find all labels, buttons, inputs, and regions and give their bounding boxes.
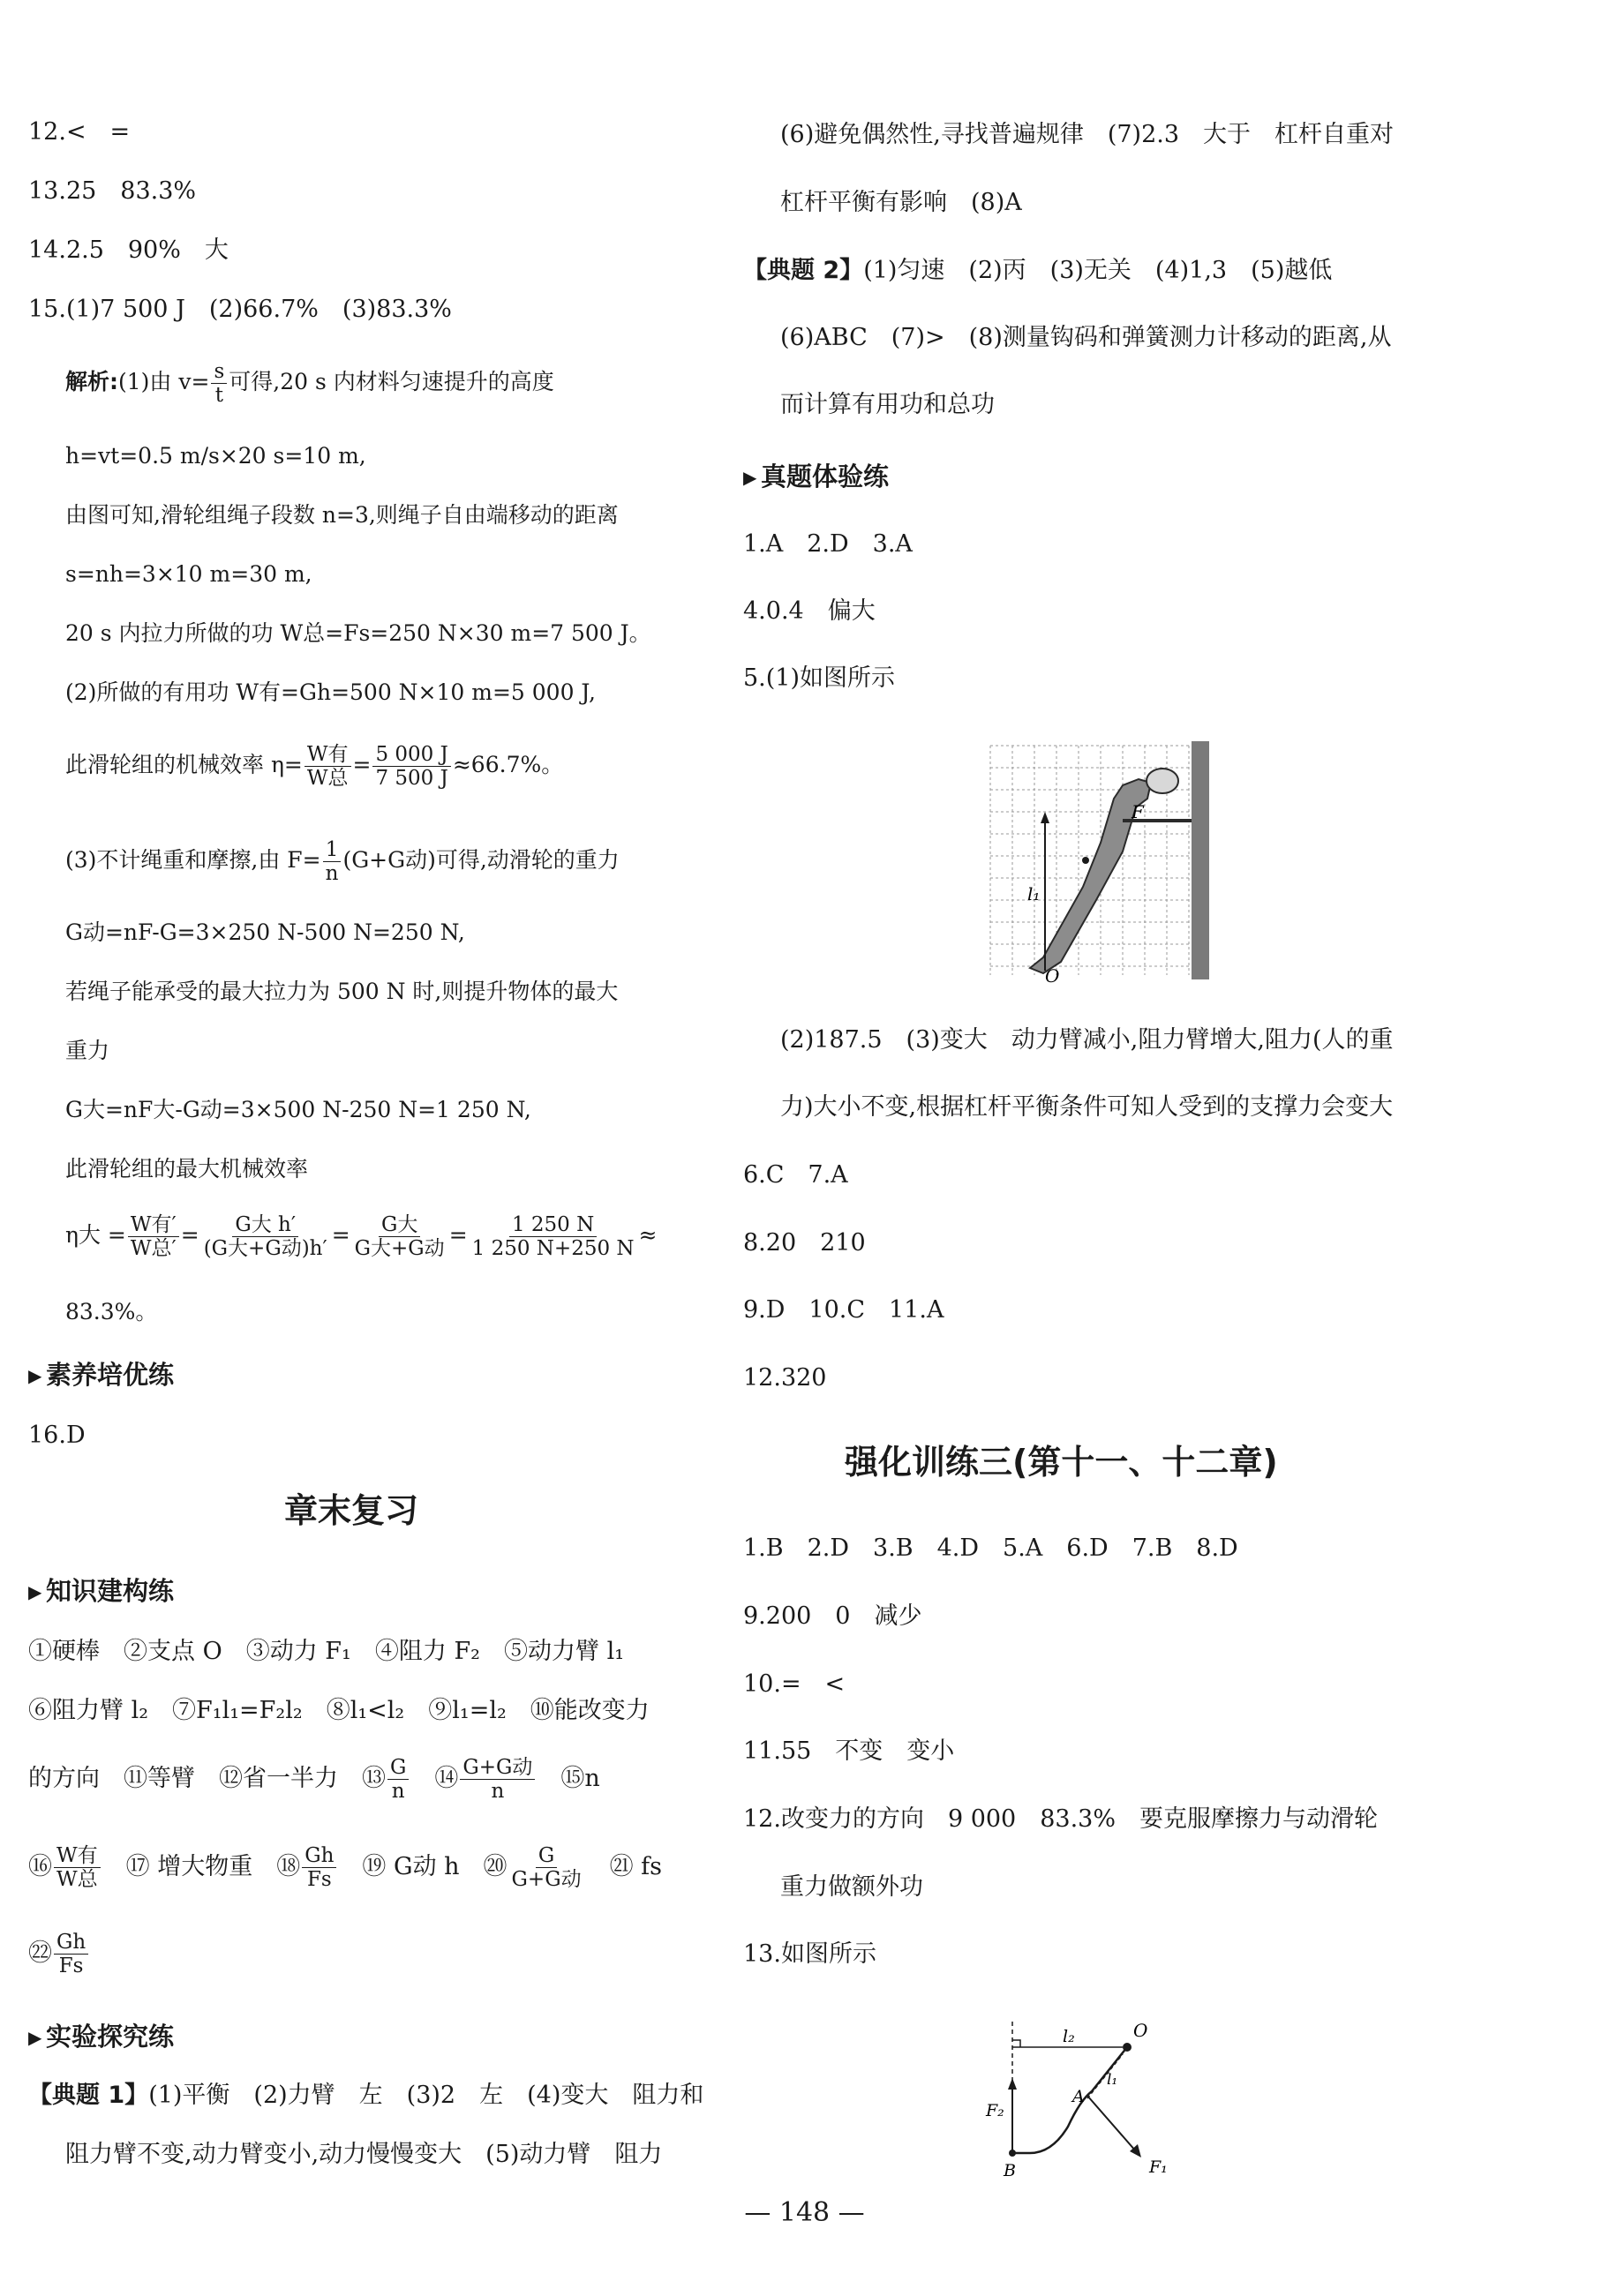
triangle-icon: ▶ xyxy=(28,1365,42,1386)
f2-label: F₂ xyxy=(986,2101,1004,2120)
l1-label: l₁ xyxy=(1027,883,1041,904)
answer-line: 9.200 0 减少 xyxy=(743,1602,922,1630)
lever xyxy=(1012,2047,1127,2153)
triangle-icon: ▶ xyxy=(743,467,757,488)
fraction: $\frac{Gh}{Fs}$ xyxy=(302,1844,336,1891)
answer-line: 5.(1)如图所示 xyxy=(743,664,896,692)
answer-line: 力)大小不变,根据杠杆平衡条件可知人受到的支撑力会变大 xyxy=(780,1093,1394,1121)
f1-arrow xyxy=(1087,2096,1136,2151)
fraction: $\frac{G}{\text{G+G动}}$ xyxy=(511,1844,582,1891)
fraction: $\frac{\text{G大 h′}}{\text{(G大+G动)h′}}$ xyxy=(203,1213,327,1260)
answer-line: 13.25 83.3% xyxy=(28,177,197,205)
answer-line: 12.320 xyxy=(743,1364,827,1392)
answer-line: 9.D 10.C 11.A xyxy=(743,1296,944,1324)
analysis-label: 解析: xyxy=(65,369,118,394)
a-label: A xyxy=(1072,2087,1085,2106)
answer-line: 12.< = xyxy=(28,118,131,146)
experiment-line: 而计算有用功和总功 xyxy=(780,391,995,418)
section-heading: ▶ 实验探究练 xyxy=(28,2022,175,2052)
answer-line: 4.0.4 偏大 xyxy=(743,597,876,625)
answer-line: (2)187.5 (3)变大 动力臂减小,阻力臂增大,阻力(人的重 xyxy=(780,1026,1394,1054)
fraction: $\frac{\text{W有′}}{\text{W总′}}$ xyxy=(128,1213,179,1260)
answer-line: 1.A 2.D 3.A xyxy=(743,530,913,558)
pivot-o xyxy=(1123,2043,1132,2052)
answer-line: 12.改变力的方向 9 000 83.3% 要克服摩擦力与动滑轮 xyxy=(743,1805,1379,1833)
l2-label: l₂ xyxy=(1063,2027,1075,2046)
fraction: $\frac{1}{n}$ xyxy=(323,838,342,885)
triangle-icon: ▶ xyxy=(28,1581,42,1602)
fraction: $\frac{\text{G大}}{\text{G大+G动}}$ xyxy=(354,1213,445,1260)
fraction: $\frac{\text{W有}}{\text{W总}}$ xyxy=(305,743,351,790)
answer-line: 14.2.5 90% 大 xyxy=(28,236,229,264)
section-heading: ▶ 知识建构练 xyxy=(28,1576,175,1606)
section-heading: ▶ 素养培优练 xyxy=(28,1360,175,1390)
fraction: $\frac{s}{t}$ xyxy=(211,360,227,407)
experiment-line: (6)ABC (7)> (8)测量钩码和弹簧测力计移动的距离,从 xyxy=(780,324,1392,351)
triangle-icon: ▶ xyxy=(28,2027,42,2048)
experiment-line: 阻力臂不变,动力臂变小,动力慢慢变大 (5)动力臂 阻力 xyxy=(65,2141,663,2168)
answer-line: 16.D xyxy=(28,1422,86,1449)
fraction: $\frac{5 000 J}{7 500 J}$ xyxy=(372,743,450,790)
lever-force-figure xyxy=(981,2003,1211,2180)
experiment-line: (6)避免偶然性,寻找普遍规律 (7)2.3 大于 杠杆自重对 xyxy=(780,121,1395,148)
answer-line: 8.20 210 xyxy=(743,1229,866,1257)
fraction: $\frac{\text{W有}}{\text{W总}}$ xyxy=(54,1844,101,1891)
answer-line: 13.如图所示 xyxy=(743,1940,876,1968)
page-number: — 148 — xyxy=(744,2197,865,2228)
o-label: O xyxy=(1045,965,1060,984)
analysis-line: η大 = $\frac{\text{W有′}}{\text{W总′}}$ = $\frac{\text{G大 h′}}{\text{(G大+G动)h′}}$ = $\frac{\text{G大}}{\text{G大+G动}}$ = $\frac{1 250 N}{1 250 N+250 N}$ ≈ xyxy=(65,1213,658,1260)
analysis-line: (3)不计绳重和摩擦,由 F= $\frac{1}{n}$ (G+G动)可得,动滑轮的重力 xyxy=(65,838,620,885)
section-heading: ▶ 真题体验练 xyxy=(743,461,890,491)
fraction: $\frac{\text{G+G动}}{n}$ xyxy=(460,1756,535,1803)
analysis-line: G动=nF-G=3×250 N-500 N=250 N, xyxy=(65,919,465,945)
analysis-line: 重力 xyxy=(65,1038,110,1063)
chapter-title: 强化训练三(第十一、十二章) xyxy=(845,1443,1278,1482)
experiment-line: 【典题 1】(1)平衡 (2)力臂 左 (3)2 左 (4)变大 阻力和 xyxy=(28,2082,704,2109)
b-label: B xyxy=(1004,2161,1016,2180)
f-label: F xyxy=(1132,801,1144,822)
fraction: $\frac{Gh}{Fs}$ xyxy=(54,1931,88,1977)
o-label: O xyxy=(1133,2020,1148,2041)
knowledge-line: ⑥阻力臂 l₂ ⑦F₁l₁=F₂l₂ ⑧l₁<l₂ ⑨l₁=l₂ ⑩能改变力 xyxy=(28,1697,650,1724)
answer-line: 重力做额外功 xyxy=(780,1873,923,1901)
analysis-line: h=vt=0.5 m/s×20 s=10 m, xyxy=(65,443,366,469)
wall xyxy=(1192,741,1209,979)
answer-line: 6.C 7.A xyxy=(743,1161,848,1189)
person-head xyxy=(1147,769,1178,793)
analysis-line: (2)所做的有用功 W有=Gh=500 N×10 m=5 000 J, xyxy=(65,679,596,705)
analysis-line: 此滑轮组的机械效率 η= $\frac{\text{W有}}{\text{W总}}$ = $\frac{5 000 J}{7 500 J}$ ≈66.7%。 xyxy=(65,743,564,790)
l1-label: l₁ xyxy=(1107,2071,1118,2089)
analysis-line: s=nh=3×10 m=30 m, xyxy=(65,561,312,587)
fraction: $\frac{G}{n}$ xyxy=(387,1756,409,1803)
knowledge-line: ①硬棒 ②支点 O ③动力 F₁ ④阻力 F₂ ⑤动力臂 l₁ xyxy=(28,1638,625,1665)
answer-line: 11.55 不变 变小 xyxy=(743,1737,955,1765)
knowledge-line: ㉒ $\frac{Gh}{Fs}$ xyxy=(28,1931,90,1977)
analysis-line: 此滑轮组的最大机械效率 xyxy=(65,1156,309,1182)
pushup-lever-figure xyxy=(981,737,1220,984)
analysis-line: 83.3%。 xyxy=(65,1299,158,1324)
chapter-title: 章末复习 xyxy=(284,1491,419,1530)
analysis-line: 若绳子能承受的最大拉力为 500 N 时,则提升物体的最大 xyxy=(65,979,619,1004)
answer-line: 15.(1)7 500 J (2)66.7% (3)83.3% xyxy=(28,296,452,323)
analysis-line: 20 s 内拉力所做的功 W总=Fs=250 N×30 m=7 500 J。 xyxy=(65,620,651,646)
experiment-line: 杠杆平衡有影响 (8)A xyxy=(780,189,1022,216)
analysis-line: 由图可知,滑轮组绳子段数 n=3,则绳子自由端移动的距离 xyxy=(65,502,619,528)
fraction: $\frac{1 250 N}{1 250 N+250 N}$ xyxy=(471,1213,635,1260)
answer-line: 10.= < xyxy=(743,1670,846,1698)
f1-label: F₁ xyxy=(1149,2157,1168,2177)
center-of-gravity-dot xyxy=(1082,857,1089,864)
answer-line: 1.B 2.D 3.B 4.D 5.A 6.D 7.B 8.D xyxy=(743,1534,1238,1562)
knowledge-line: ⑯ $\frac{\text{W有}}{\text{W总}}$ ⑰ 增大物重 ⑱ $\frac{Gh}{Fs}$ ⑲ G动 h ⑳ $\frac{G}{\text{G+G动}}$ ㉑ fs xyxy=(28,1844,663,1891)
knowledge-line: 的方向 ⑪等臂 ⑫省一半力 ⑬ $\frac{G}{n}$ ⑭ $\frac{\text{G+G动}}{n}$ ⑮n xyxy=(28,1756,600,1803)
experiment-line: 【典题 2】(1)匀速 (2)丙 (3)无关 (4)1,3 (5)越低 xyxy=(743,257,1333,284)
analysis-line: 解析:(1)由 v= $\frac{s}{t}$ 可得,20 s 内材料匀速提升的高度 xyxy=(65,360,554,407)
analysis-line: G大=nF大-G动=3×500 N-250 N=1 250 N, xyxy=(65,1097,531,1122)
